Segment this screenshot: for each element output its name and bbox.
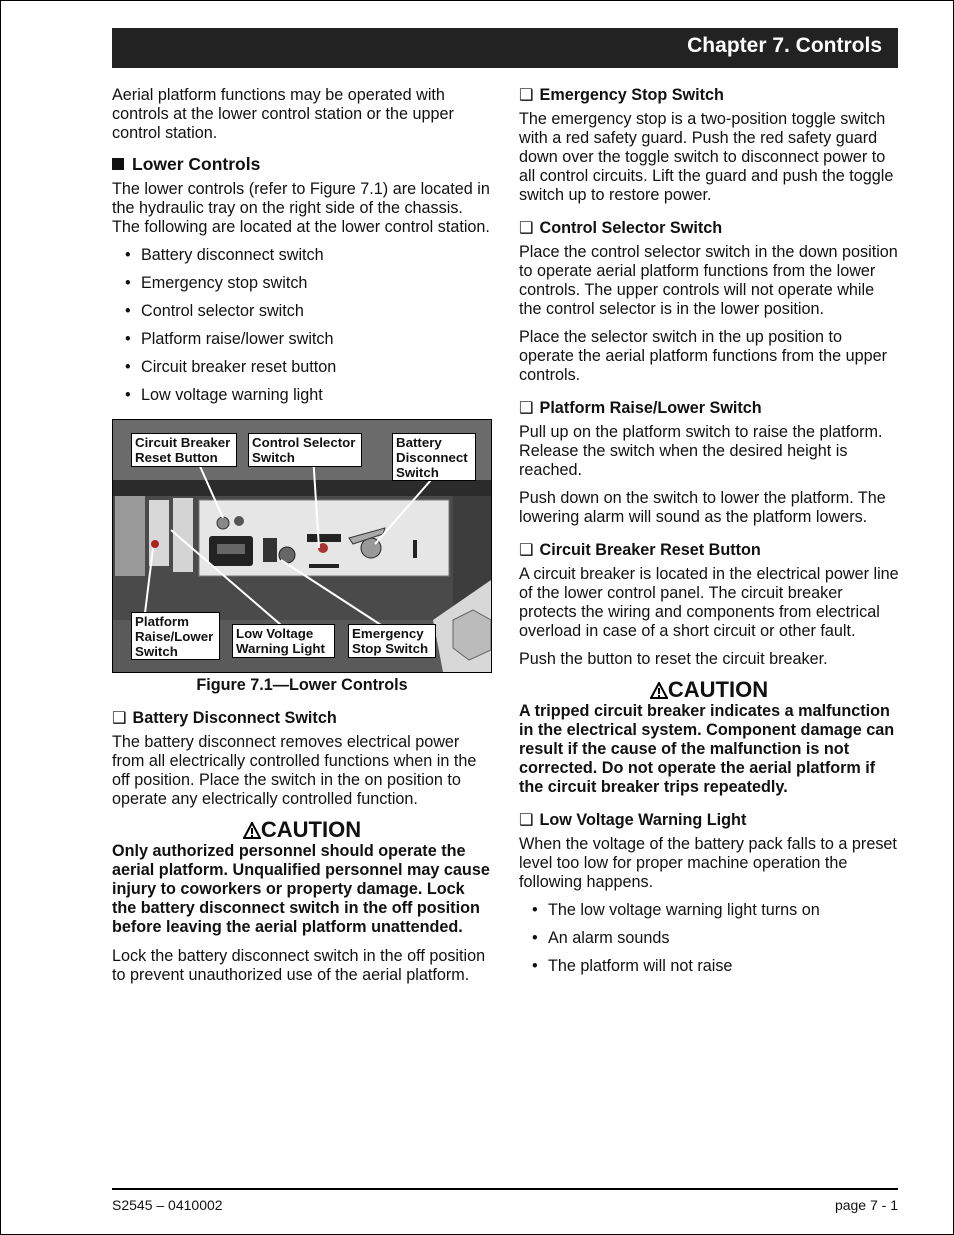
warning-triangle-icon [243,822,261,839]
platform-raise-heading [519,399,899,418]
right-column [519,86,899,985]
caution-text: A tripped circuit breaker indicates a malfunction in the electrical system. Component damage can result if the cause of the malfunction is not corrected. Do not operate the aerial platform if the circuit breaker trips repeatedly. [519,702,895,796]
callout-low-voltage: Low Voltage Warning Light [232,624,335,658]
checkbox-bullet-icon: ❑ [519,541,534,559]
caution-label: CAUTION [667,677,769,702]
circuit-breaker-heading-text: Circuit Breaker Reset Button [539,541,761,559]
checkbox-bullet-icon: ❑ [519,811,534,829]
list-item: • Platform raise/lower switch [125,330,492,349]
caution-heading [112,818,492,842]
platform-raise-paragraph-1: Pull up on the platform switch to raise the platform. Release the switch when the desired height is reached. [519,423,883,479]
list-item: • Emergency stop switch [125,274,492,293]
circuit-breaker-paragraph-2: Push the button to reset the circuit breaker. [519,650,828,668]
control-selector-paragraph-1: Place the control selector switch in the down position to operate aerial platform functions from the lower controls. The upper controls will not operate while the control selector is in the lower position. [519,243,898,318]
platform-raise-heading-text: Platform Raise/Lower Switch [539,399,762,417]
low-voltage-paragraph: When the voltage of the battery pack falls to a preset level too low for proper machine operation the following happens. [519,835,897,891]
checkbox-bullet-icon: ❑ [519,399,534,417]
callout-circuit-breaker: Circuit Breaker Reset Button [131,433,237,467]
checkbox-bullet-icon: ❑ [112,709,127,727]
caution-text: Only authorized personnel should operate the aerial platform. Unqualified personnel may cause injury to coworkers or property damage. Lock the battery disconnect switch in the off position before leaving the aerial platform unattended. [112,842,490,936]
list-item: • The platform will not raise [532,957,899,976]
callout-battery-disconnect: Battery Disconnect Switch [392,433,476,481]
lower-controls-heading-text: Lower Controls [132,154,261,174]
document-number: S2545 – 0410002 [112,1197,223,1213]
low-voltage-list [519,901,899,976]
square-bullet-icon [112,158,124,170]
emergency-stop-paragraph: The emergency stop is a two-position toggle switch with a red safety guard. Push the red safety guard down over the toggle switch to disconnect power to all control circuits. Lift the guard and push the toggle switch up to restore power. [519,110,894,204]
callout-control-selector: Control Selector Switch [248,433,362,467]
list-item: • Battery disconnect switch [125,246,492,265]
emergency-stop-heading [519,86,899,105]
checkbox-bullet-icon: ❑ [519,219,534,237]
caution-heading [519,678,899,702]
lower-controls-figure [112,419,492,673]
lower-controls-heading [112,155,492,174]
checkbox-bullet-icon: ❑ [519,86,534,104]
left-column [112,86,492,994]
list-item: • The low voltage warning light turns on [532,901,899,920]
caution-label: CAUTION [260,817,362,842]
warning-triangle-icon [650,682,668,699]
intro-paragraph: Aerial platform functions may be operated with controls at the lower control station or the upper control station. [112,86,454,142]
lock-paragraph: Lock the battery disconnect switch in the off position to prevent unauthorized use of the aerial platform. [112,947,486,984]
battery-disconnect-heading-text: Battery Disconnect Switch [132,709,337,727]
control-selector-heading [519,219,899,238]
list-item: • Circuit breaker reset button [125,358,492,377]
list-item: • Control selector switch [125,302,492,321]
lower-controls-paragraph: The lower controls (refer to Figure 7.1) are located in the hydraulic tray on the right side of the chassis. The following are located at the lower control station. [112,180,490,236]
lower-controls-list [112,246,492,405]
battery-disconnect-paragraph: The battery disconnect removes electrical power from all electrically controlled functions when in the off position. Place the switch in the on position to operate any electrically controlled function. [112,733,477,808]
page-number: page 7 - 1 [834,1197,898,1213]
list-item: • Low voltage warning light [125,386,492,405]
footer-rule [112,1188,898,1190]
control-selector-paragraph-2: Place the selector switch in the up position to operate the aerial platform functions from the upper controls. [519,328,888,384]
callout-emergency-stop: Emergency Stop Switch [348,624,436,658]
circuit-breaker-paragraph-1: A circuit breaker is located in the electrical power line of the lower control panel. The circuit breaker protects the wiring and components from electrical overload in case of a short circuit or other fault. [519,565,899,640]
chapter-title: Chapter 7. Controls [687,34,882,57]
low-voltage-heading-text: Low Voltage Warning Light [539,811,747,829]
emergency-stop-heading-text: Emergency Stop Switch [539,86,724,104]
figure-caption: Figure 7.1—Lower Controls [196,676,408,694]
low-voltage-heading [519,811,899,830]
battery-disconnect-heading [112,709,492,728]
list-item: • An alarm sounds [532,929,899,948]
control-selector-heading-text: Control Selector Switch [539,219,723,237]
platform-raise-paragraph-2: Push down on the switch to lower the platform. The lowering alarm will sound as the platform lowers. [519,489,886,526]
circuit-breaker-heading [519,541,899,560]
callout-platform-raise-lower: Platform Raise/Lower Switch [131,612,220,660]
chapter-header [112,28,898,68]
